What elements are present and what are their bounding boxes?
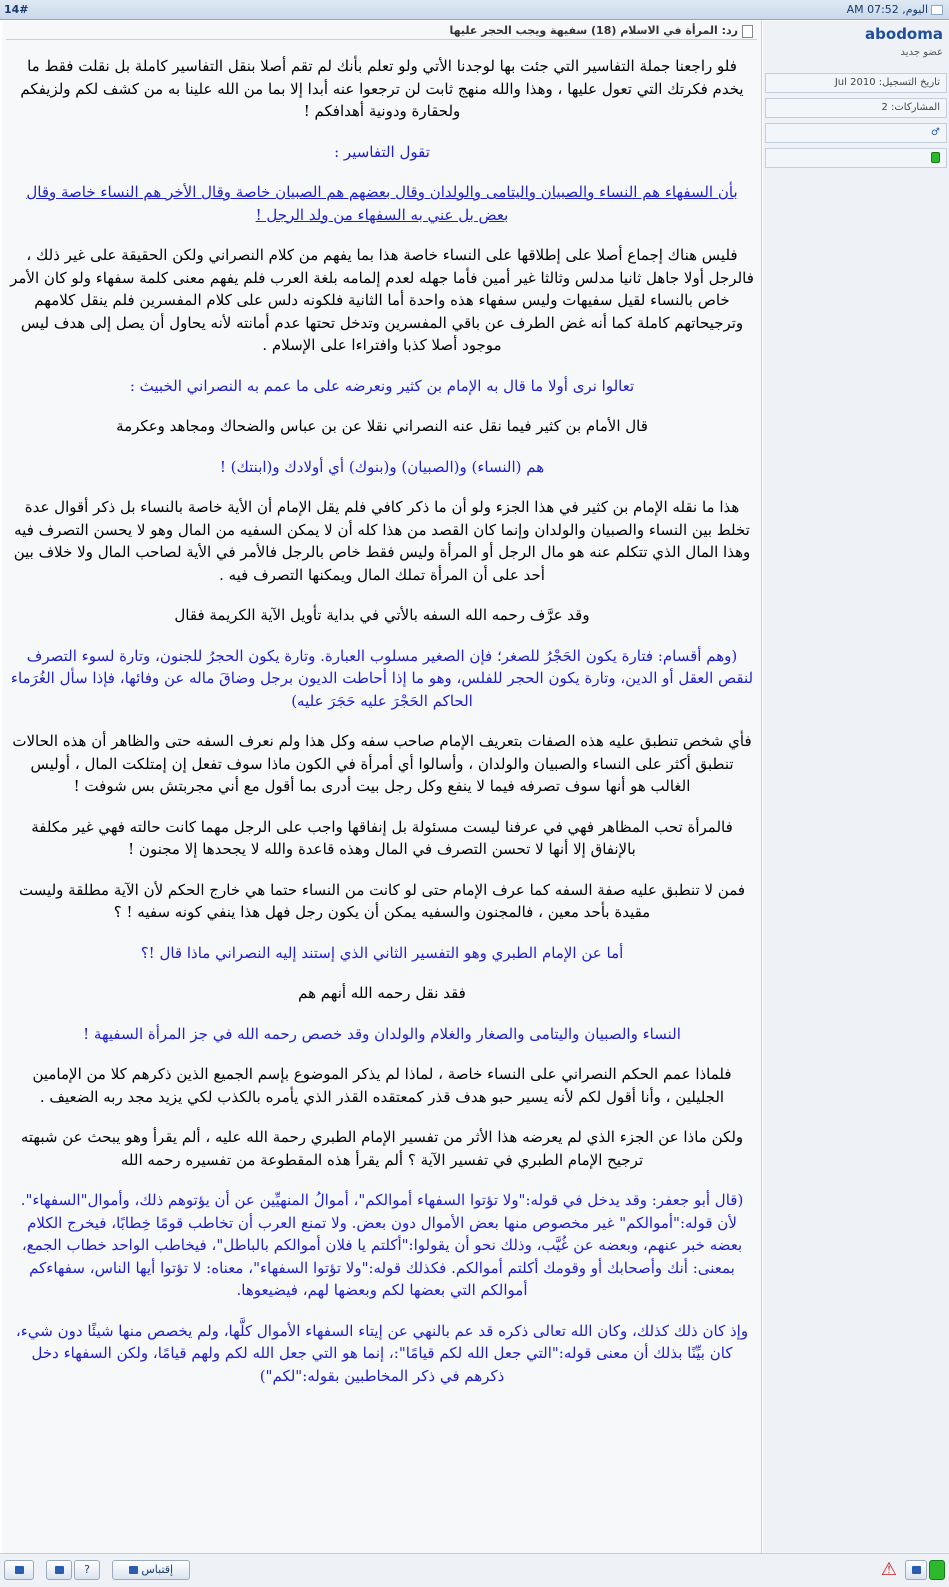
post-paragraph: (قال أبو جعفر: وقد يدخل في قوله:"ولا تؤتوا السفهاء أموالكم"، أموالُ المنهيِّين عن أن يؤتوهم ذلك، وأموال"السفهاء". لأن قوله:"أموالكم" غير مخصوص منها بعض الأموال دون بعض. ولا تمنع العرب أن تخاطب قومًا خِطابًا، فيخرج الكلام بعضه خبر عنهم، وبعضه عن غُيَّب، وذلك نحو أن يقولوا:"أكلتم يا فلان أموالكم بالباطل"، فيخاطب الواحد خطاب الجمع، بمعنى: أنك وأصحابك أو وقومك أكلتم أموالكم. فكذلك قوله:"ولا تؤتوا السفهاء"، معناه: لا تؤتوا أيها الناس، سفهاءكم أموالكم التي بعضها لكم وبعضها لهم، فيضيعوها. <box>20 1191 744 1299</box>
post-time <box>847 3 943 16</box>
multi-quote-button[interactable] <box>4 1560 34 1580</box>
post-paragraph: قال الأمام بن كثير فيما نقل عنه النصراني نقلا عن بن عباس والضحاك ومجاهد وعكرمة <box>116 417 648 435</box>
post-time-text: اليوم, 07:52 AM <box>846 3 928 16</box>
post-header-bar <box>0 0 949 20</box>
post-main <box>2 21 762 1553</box>
online-indicator-icon <box>929 1560 945 1580</box>
post-title <box>450 24 753 38</box>
post-paragraph: بأن السفهاء هم النساء والصبيان واليتامى والولدان وقال بعضهم هم الصبيان خاصة وقال الأخر هم النساء خاصة وقال بعض بل عني به السفهاء من ولد الرجل ! <box>26 183 738 224</box>
user-sidebar <box>763 21 949 1553</box>
quote-button[interactable] <box>112 1560 190 1580</box>
post-paragraph: (وهم أقسام: فتارة يكون الحَجْرُ للصغر؛ فإن الصغير مسلوب العبارة. وتارة يكون الحجرُ للجنون، وتارة لسوء التصرف لنقص العقل أو الدين، وتارة يكون الحجر للفلس، وهو ما إذا أحاطت الديون برجل وضاقَ ماله عن وفائها، فإذا سأل الغُرَماء الحاكم الحَجْرَ عليه حَجَرَ عليه) <box>10 646 754 710</box>
post-paragraph: أما عن الإمام الطبري وهو التفسير الثاني الذي إستند إليه النصراني ماذا قال !؟ <box>140 943 624 962</box>
ip-icon <box>912 1566 921 1574</box>
quote-button-label: إقتباس <box>141 1563 174 1576</box>
join-date: تاريخ التسجيل: Jul 2010 <box>765 73 947 93</box>
post-paragraph: فقد نقل رحمه الله أنهم هم <box>298 984 466 1002</box>
title-divider <box>6 39 757 40</box>
male-gender-icon: ♂ <box>931 127 940 138</box>
quote-icon <box>55 1566 64 1574</box>
username-link[interactable]: abodoma <box>865 25 943 43</box>
post-paragraph: فمن لا تنطبق عليه صفة السفه كما عرف الإمام حتى لو كانت من النساء حتما هي خارج الحكم لأن الآية مطلقة وليست مقيدة بأحد معين ، فالمجنون والسفيه يمكن أن يكون رجل فهل هذا ينفي كونه سفيه ! ؟ <box>18 880 746 921</box>
post-paragraph: فلماذا عمم الحكم النصراني على النساء خاصة ، لماذا لم يذكر الموضوع بإسم الجميع الذين ذكرهم كلا من الإمامين الجليلين ، وأنا أقول لكم لأنه يسير حبو هدف قذر كمعتقده القذر الذي يأمره بالكذب لكي يزيد مجد ربه الضعيف . <box>32 1065 732 1106</box>
post-icon <box>742 25 753 38</box>
help-button[interactable]: ? <box>74 1560 100 1580</box>
post-paragraph: هذا ما نقله الإمام بن كثير في هذا الجزء ولو أن ما ذكر كافي فلم يقل الإمام أن الأية خاصة بالنساء بل ذكر أقوال عدة تخلط بين النساء والصبيان والولدان وإنما كان القصد من هذا كله أن لا يمكن السفيه من المال وهو لا يحسن التصرف فيه وهذا المال الذي تتكلم عنه هو مال الرجل أو المرأة وليس فقط خاص بالرجل فالأمر في الأية لصاحب المال ولا خلاف بين أحد على أن المرأة تملك المال ويمكنها التصرف فيه . <box>13 498 751 584</box>
multi-quote-icon <box>15 1566 24 1574</box>
post-paragraph: ولكن ماذا عن الجزء الذي لم يعرضه هذا الأثر من تفسير الإمام الطبري رحمة الله عليه ، ألم يقرأ وهو يبحث عن شبهته ترجيح الإمام الطبري في تفسير الآية ؟ ألم يقرأ هذه المقطوعة من تفسيره رحمه الله <box>20 1128 744 1169</box>
post-paragraph: تقول التفاسير : <box>334 142 430 161</box>
post-footer <box>0 1553 949 1587</box>
user-title: عضو جديد <box>900 47 943 58</box>
post-title-text: رد: المرأة في الاسلام (18) سفيهة ويجب الحجر عليها <box>449 24 738 37</box>
post-paragraph: فأي شخص تنطبق عليه هذه الصفات بتعريف الإمام صاحب سفه وكل هذا ولم نعرف السفه حتى والظاهر أن هذه الحالات تنطبق أكثر على النساء والصبيان والولدان ، وأسالوا أي أمرأة في الكون ماذا سوف تفعل إن إمتلكت المال ، أوليس الغالب هو أنها سوف تصرفه فيما لا ينفع وكل رجل بيت أدرى بما أقول مع أني مجربتش بس شوفت ! <box>12 732 752 795</box>
quote-icon-button[interactable] <box>46 1560 72 1580</box>
post-number-link[interactable]: 14# <box>4 3 29 16</box>
online-status-icon <box>931 152 940 163</box>
post-paragraph: تعالوا نرى أولا ما قال به الإمام بن كثير ونعرضه على ما عمم به النصراني الخبيث : <box>129 376 635 395</box>
gender-box <box>765 123 947 143</box>
post-paragraph: فليس هناك إجماع أصلا على إطلاقها على النساء خاصة هذا بما يفهم من كلام النصراني ولكن الحقيقة على غير ذلك ، فالرجل أولا جاهل ثانيا مدلس وثالثا غير أمين فأما جهله لعدم إلمامه بلغة العرب فلم يفهم معنى كلمة سفهاء ولو كان الأمر خاص بالنساء لقيل سفيهات وليس سفهاء هذه واحدة أما الثانية فلكونه دلس على كلام المفسرين فلم ينقل كلامهم وترجيحاتهم كاملة كما أنه غض الطرف عن باقي المفسرين وتدخل تحتها عدم أمانته لأنه يحاول أن يصل إلى هدف ليس موجود أصلا كذبا وافتراءا على الإسلام . <box>10 246 754 354</box>
post-status-icon <box>931 5 943 15</box>
report-post-icon[interactable]: ⚠ <box>880 1559 897 1580</box>
ip-info-button[interactable] <box>905 1560 927 1580</box>
online-status-box <box>765 148 947 168</box>
post-paragraph: هم (النساء) و(الصبيان) و(بنوك) أي أولادك و(ابنتك) ! <box>219 457 545 476</box>
post-content <box>10 55 754 1405</box>
post-paragraph: وقد عرَّف رحمه الله السفه بالأتي في بداية تأويل الآية الكريمة فقال <box>174 606 590 624</box>
post-paragraph: وإذ كان ذلك كذلك، وكان الله تعالى ذكره قد عم بالنهي عن إيتاء السفهاء الأموال كلَّها، ولم يخصص منها شيئًا دون شيء، كان بيِّنًا بذلك أن معنى قوله:"التي جعل الله لكم قيامًا":، إنما هو التي جعل الله لكم ولهم قيامًا، ولكن السفهاء دخل ذكرهم في ذكر المخاطبين بقوله:"لكم") <box>15 1321 749 1385</box>
post-count: المشاركات: 2 <box>765 98 947 118</box>
quote-button-icon <box>129 1566 138 1574</box>
post-paragraph: النساء والصبيان واليتامى والصغار والغلام والولدان وقد خصص رحمه الله في جز المرأة السفيهة ! <box>83 1024 681 1043</box>
post-paragraph: فلو راجعنا جملة التفاسير التي جئت بها لوجدنا الأتي ولو تعلم بأنك لم تقم أصلا بنقل التفاسير كاملة بل نقلت فقط ما يخدم فكرتك التي تعول عليها ، وهذا والله منهج ثابت لن ترجعوا عنه أبدا إلا بما من الله علينا به من كشف لكم ولزيفكم ولحقارة ودونية أهدافكم ! <box>20 57 744 120</box>
post-paragraph: فالمرأة تحب المظاهر فهي في عرفنا ليست مسئولة بل إنفاقها واجب على الرجل مهما كانت حالته فهي غير مكلفة بالإنفاق إلا أنها لا تحسن التصرف في المال وهذه قاعدة والله لا يجحدها إلا مجنون ! <box>31 817 733 858</box>
